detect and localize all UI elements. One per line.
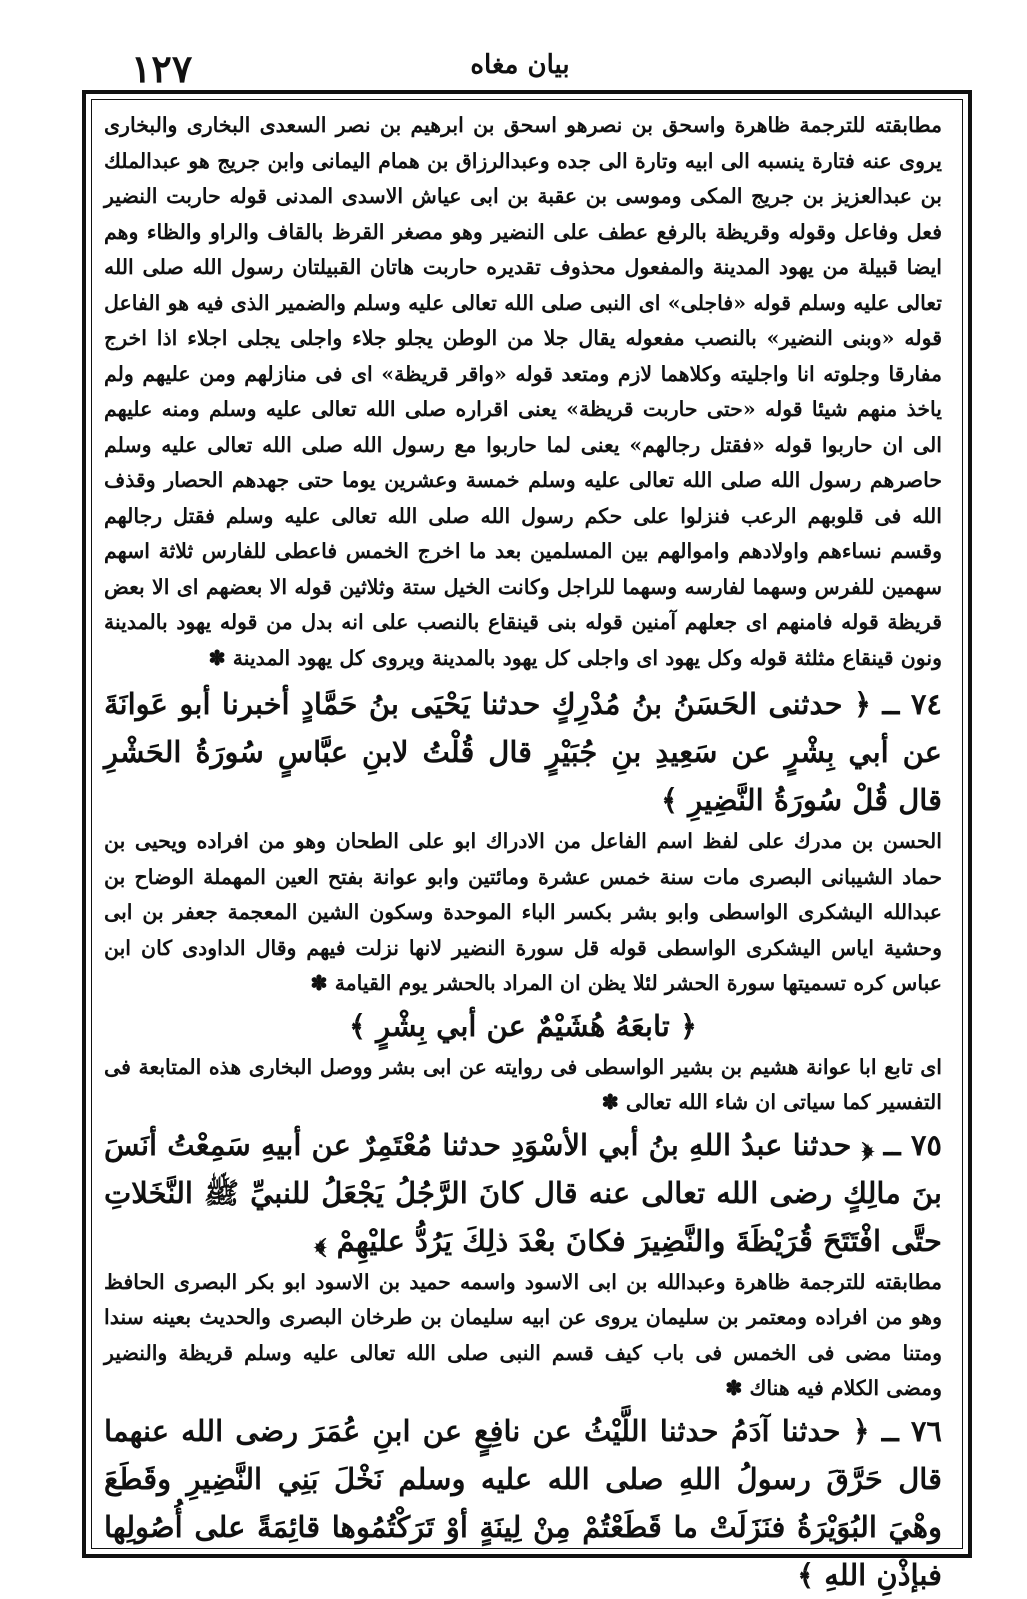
page-number: ١٢٧ bbox=[131, 46, 193, 91]
commentary-paragraph: الحسن بن مدرك على لفظ اسم الفاعل من الادراك ابو على الطحان وهو من افراده ويحيى بن حماد الشيبانى البصرى مات سنة خمس عشرة ومائتين وابو عوانة بفتح العين المهملة الوضاح بن عبدالله اليشكرى الواسطى وابو بشر بكسر الباء الموحدة وسكون الشين المعجمة جعفر بن ابى وحشية اياس اليشكرى الواسطى قوله قل سورة النضير لانها نزلت فيهم وقال الداودى كان ابن عباس كره تسميتها سورة الحشر لئلا يظن ان المراد بالحشر يوم القيامة ✽ bbox=[104, 829, 942, 995]
hadith-75: ٧٥ ــ ﴿ حدثنا عبدُ اللهِ بنُ أبي الأسْوَدِ حدثنا مُعْتَمِرٌ عن أبيهِ سَمِعْتُ أنَسَ بنَ مالِكٍ رضى الله تعالى عنه قال كانَ الرَّجُلُ يَجْعَلُ للنبيِّ ﷺ النَّخَلاتِ حتَّى افْتَتَحَ قُرَيْظَةَ والنَّضِيرَ فكانَ بعْدَ ذلِكَ يَرُدُّ عليْهِمْ ﴾ bbox=[104, 1127, 942, 1258]
commentary-paragraph: اى تابع ابا عوانة هشيم بن بشير الواسطى فى روايته عن ابى بشر ووصل البخارى هذه المتابعة فى التفسير كما سياتى ان شاء الله تعالى ✽ bbox=[104, 1054, 942, 1114]
commentary-paragraph: مطابقته للترجمة ظاهرة وعبدالله بن ابى الاسود واسمه حميد بن الاسود ابو بكر البصرى الحافظ وهو من افراده ومعتمر بن سليمان يروى عن ابيه سليمان بن طرخان البصرى والحديث بعينه سندا ومتنا مضى فى الخمس فى باب كيف قسم النبى صلى الله تعالى عليه وسلم قريظة والنضير ومضى الكلام فيه هناك ✽ bbox=[104, 1269, 942, 1400]
commentary-paragraph: مطابقته للترجمة ظاهرة واسحق بن نصرهو اسحق بن ابرهيم بن نصر السعدى البخارى والبخارى يروى عنه فتارة ينسبه الى ابيه وتارة الى جده وعبدالرزاق بن همام اليمانى وابن جريج هو عبدالملك بن عبدالعزيز بن جريج المكى وموسى بن عقبة بن ابى عياش الاسدى المدنى قوله حاربت النضير فعل وفاعل وقوله وقريظة بالرفع عطف على النضير وهو مصغر القرظ بالقاف والراو والظاء وهم ايضا قبيلة من يهود المدينة والمفعول محذوف تقديره حاربت هاتان القبيلتان رسول الله صلى الله تعالى عليه وسلم قوله «فاجلى» اى النبى صلى الله تعالى عليه وسلم والضمير الذى فيه هو الفاعل قوله «وبنى النضير» بالنصب مفعوله يقال جلا من الوطن يجلو جلاء واجلى يجلى اجلاء اذا اخرج مفارقا وجلوته انا واجليته وكلاهما لازم ومتعد قوله «واقر قريظة» اى فى منازلهم ومن عليهم ولم ياخذ منهم شيئا قوله «حتى حاربت قريظة» يعنى اقراره صلى الله تعالى عليه وسلم ومنه عليهم الى ان حاربوا قوله «فقتل رجالهم» يعنى لما حاربوا مع رسول الله صلى الله تعالى عليه وسلم حاصرهم رسول الله صلى الله تعالى عليه وسلم خمسة وعشرين يوما حتى جهدهم الحصار وقذف الله فى قلوبهم الرعب فنزلوا على حكم رسول الله صلى الله تعالى عليه وسلم فقتل رجالهم وقسم نساءهم واولادهم واموالهم بين المسلمين بعد ما اخرج الخمس فاعطى للفارس ثلاثة اسهم سهمين للفرس وسهما لفارسه وسهما للراجل وكانت الخيل ستة وثلاثين قوله الا بعضهم اى الا بعض قريظة قوله فامنهم اى جعلهم آمنين قوله بنى قينقاع بالنصب على انه بدل من قوله يهود بالمدينة ونون قينقاع مثلثة قوله وكل يهود اى واجلى كل يهود بالمدينة ويروى كل يهود المدينة ✽ bbox=[104, 113, 942, 670]
hadith-76: ٧٦ ــ ﴿ حدثنا آدَمُ حدثنا اللَّيْثُ عن نافِعٍ عن ابنِ عُمَرَ رضى الله عنهما قال حَرَّقَ رسولُ اللهِ صلى الله عليه وسلم نَخْلَ بَنِي النَّضِيرِ وقَطَعَ وهْيَ البُوَيْرَةُ فنَزَلَتْ ما قَطَعْتُمْ مِنْ لِينَةٍ أوْ تَرَكْتُمُوها قائِمَةً على أُصُولِها فبإذْنِ اللهِ ﴾ bbox=[104, 1413, 942, 1592]
running-title: بيان مغاه bbox=[470, 50, 570, 80]
mutaba-line: ﴿ تابعَهُ هُشَيْمٌ عن أبي بِشْرٍ ﴾ bbox=[349, 1008, 697, 1043]
page-header bbox=[95, 40, 945, 90]
hadith-74: ٧٤ ــ ﴿ حدثنى الحَسَنُ بنُ مُدْرِكٍ حدثنا يَحْيَى بنُ حَمَّادٍ أخبرنا أبو عَوانَةَ عن أبي بِشْرٍ عن سَعِيدِ بنِ جُبَيْرٍ قال قُلْتُ لابنِ عبَّاسٍ سُورَةُ الحَشْرِ قال قُلْ سُورَةُ النَّضِيرِ ﴾ bbox=[104, 687, 942, 817]
page-body bbox=[104, 108, 942, 1592]
